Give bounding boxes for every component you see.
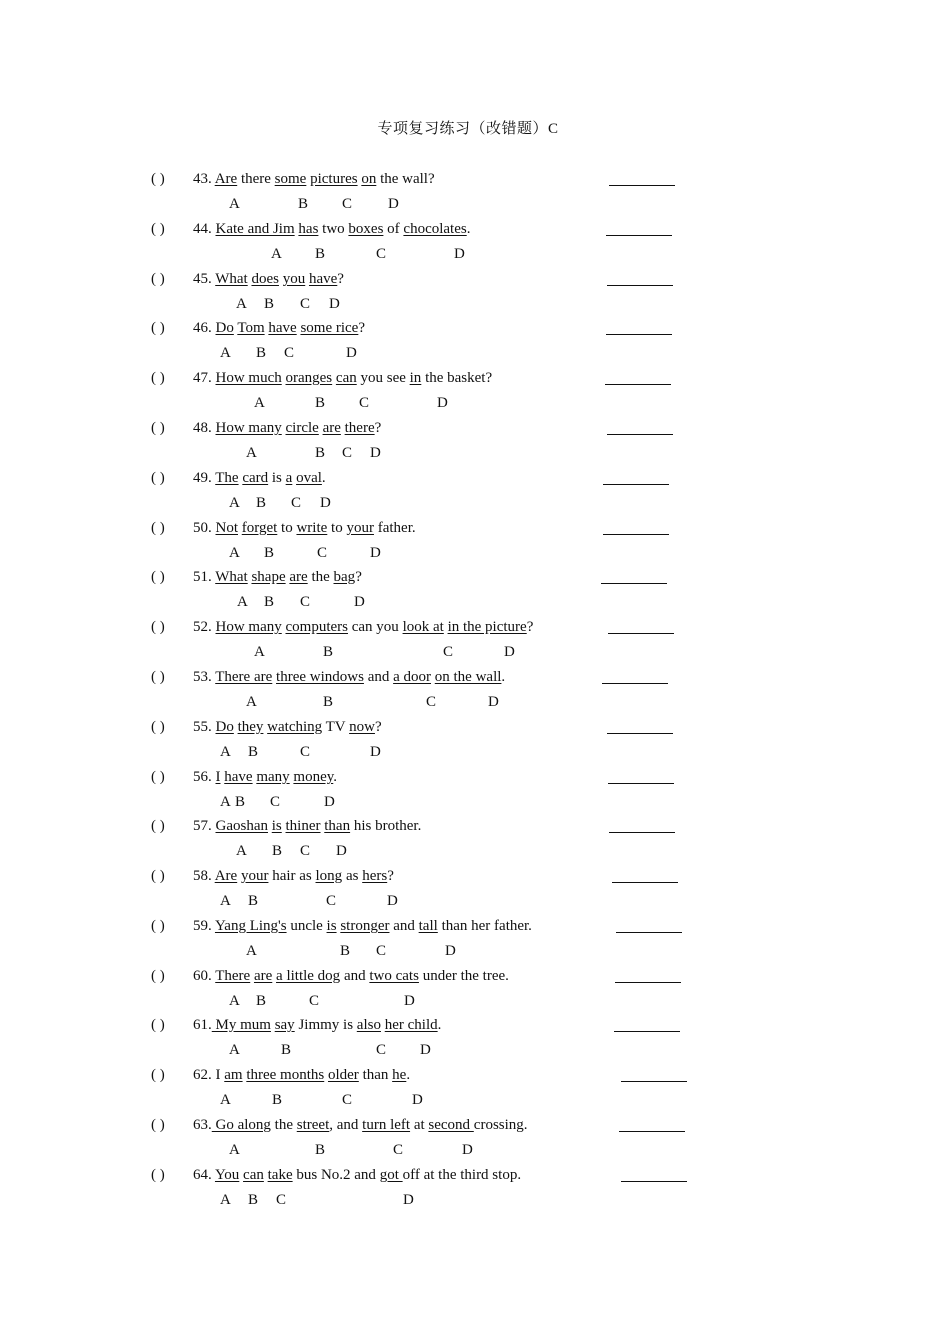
answer-parentheses[interactable]: ( ) [151,271,165,287]
text-segment: 57. [193,818,216,834]
underlined-segment: second [428,1117,474,1133]
option-label: D [387,893,398,909]
underlined-segment: in the picture [447,619,527,635]
underlined-segment: can [335,370,357,386]
underlined-segment: than [324,818,351,834]
text-segment: . [406,1067,411,1083]
underlined-segment: three windows [276,669,364,685]
question-line [151,1066,410,1084]
text-segment: the [270,1117,297,1133]
underlined-segment: is [271,818,282,834]
underlined-segment: card [242,470,269,486]
question-line [151,369,492,387]
option-label: B [256,993,267,1009]
underlined-segment: say [274,1017,295,1033]
underlined-segment: your [346,520,374,536]
question-line [151,270,344,288]
answer-parentheses[interactable]: ( ) [151,1117,165,1133]
option-label: C [300,296,311,312]
underlined-segment: you [282,271,306,287]
text-segment: 49. [193,470,216,486]
answer-parentheses[interactable]: ( ) [151,769,165,785]
correction-blank[interactable] [601,583,667,584]
option-label: C [359,395,370,411]
underlined-segment: on the wall [434,669,502,685]
page-title: 专项复习练习（改错题）C [377,121,559,137]
text-segment: there [237,171,275,187]
text-segment: ? [526,619,534,635]
underlined-segment: have [268,320,297,336]
option-label: B [248,893,259,909]
question-line [151,1116,528,1134]
option-label: D [420,1042,431,1058]
option-label: D [488,694,499,710]
option-label: D [370,545,381,561]
text-segment: father. [373,520,416,536]
text-segment: uncle [286,918,327,934]
underlined-segment: watching [267,719,323,735]
underlined-segment: Yang Ling's [214,918,287,934]
answer-parentheses[interactable]: ( ) [151,520,165,536]
option-label: B [323,644,334,660]
option-label: D [370,445,381,461]
answer-parentheses[interactable]: ( ) [151,171,165,187]
option-label: C [326,893,337,909]
text-segment: 55. [193,719,216,735]
underlined-segment: are [289,569,308,585]
underlined-segment: How many [215,420,282,436]
underlined-segment: bag [333,569,356,585]
option-label: D [346,345,357,361]
option-label: D [504,644,515,660]
option-label: B [248,744,259,760]
option-label: D [320,495,331,511]
option-label: B [315,246,326,262]
underlined-segment: many [256,769,290,785]
underlined-segment: My mum [211,1017,271,1033]
correction-blank[interactable] [606,334,672,335]
underlined-segment: tall [418,918,438,934]
underlined-segment: have [224,769,253,785]
text-segment: . [466,221,471,237]
text-segment: . [333,769,338,785]
option-label: D [403,1192,414,1208]
question-line [151,1166,521,1184]
underlined-segment: money [293,769,334,785]
option-label: D [336,843,347,859]
text-segment: than [358,1067,393,1083]
option-label: D [354,594,365,610]
option-label: B [323,694,334,710]
underlined-segment: Go along [211,1117,271,1133]
underlined-segment: look at [402,619,444,635]
underlined-segment: Not [215,520,238,536]
underlined-segment: there [344,420,375,436]
underlined-segment: street [296,1117,330,1133]
text-segment: hair as [268,868,316,884]
option-label: C [443,644,454,660]
text-segment: of [383,221,404,237]
correction-blank[interactable] [619,1131,685,1132]
underlined-segment: I [215,769,221,785]
text-segment: 58. [193,868,215,884]
option-label: B [264,545,275,561]
underlined-segment: a little dog [276,968,341,984]
correction-blank[interactable] [606,235,672,236]
option-label: C [342,445,353,461]
option-label: C [342,1092,353,1108]
text-segment: 48. [193,420,216,436]
underlined-segment: chocolates [403,221,467,237]
text-segment: 46. [193,320,216,336]
text-segment: . [321,470,326,486]
option-label: D [329,296,340,312]
text-segment: under the tree. [418,968,509,984]
text-segment: 62. I [193,1067,225,1083]
option-label: D [370,744,381,760]
question-line [151,469,326,487]
underlined-segment: There [215,968,251,984]
option-label: B [235,794,246,810]
answer-parentheses[interactable]: ( ) [151,1067,165,1083]
text-segment: ? [337,271,344,287]
option-label: A [271,246,282,262]
underlined-segment: write [296,520,328,536]
underlined-segment: in [409,370,422,386]
option-label: C [426,694,437,710]
underlined-segment: How many [215,619,282,635]
underlined-segment: some [274,171,307,187]
option-label: A [229,545,240,561]
question-line [151,917,532,935]
correction-blank[interactable] [608,783,674,784]
text-segment: bus No.2 and [292,1167,380,1183]
text-segment: and [363,669,394,685]
underlined-segment: Are [214,171,238,187]
option-label: A [229,1142,240,1158]
underlined-segment: Do [215,320,234,336]
underlined-segment: How much [215,370,282,386]
underlined-segment: got [379,1167,403,1183]
underlined-segment: thiner [285,818,321,834]
text-segment: ? [355,569,362,585]
text-segment: 43. [193,171,215,187]
text-segment: ? [387,868,394,884]
option-label: C [300,594,311,610]
text-segment: the [307,569,334,585]
option-label: A [229,495,240,511]
underlined-segment: oval [296,470,322,486]
underlined-segment: her child [384,1017,438,1033]
answer-parentheses[interactable]: ( ) [151,868,165,884]
option-label: A [237,594,248,610]
question-line [151,319,365,337]
option-label: C [376,1042,387,1058]
question-line [151,668,505,686]
text-segment: and [340,968,370,984]
option-label: C [342,196,353,212]
underlined-segment: turn left [362,1117,411,1133]
text-segment: 52. [193,619,216,635]
text-segment: 44. [193,221,216,237]
option-label: A [254,395,265,411]
option-label: A [220,345,231,361]
option-label: B [315,395,326,411]
underlined-segment: have [308,271,338,287]
option-label: C [291,495,302,511]
underlined-segment: also [356,1017,381,1033]
correction-blank[interactable] [603,484,669,485]
text-segment: as [342,868,363,884]
question-line [151,867,394,885]
option-label: B [256,495,267,511]
option-label: D [404,993,415,1009]
text-segment: at [410,1117,429,1133]
underlined-segment: long [315,868,343,884]
underlined-segment: your [240,868,269,884]
question-line [151,618,533,636]
option-label: C [376,246,387,262]
option-label: B [256,345,267,361]
underlined-segment: older [327,1067,359,1083]
text-segment: to [277,520,297,536]
question-line [151,1016,441,1034]
option-label: A [220,794,231,810]
answer-parentheses[interactable]: ( ) [151,470,165,486]
underlined-segment: boxes [348,221,384,237]
option-label: A [220,1192,231,1208]
option-label: A [236,843,247,859]
text-segment: you see [356,370,410,386]
option-label: D [437,395,448,411]
correction-blank[interactable] [621,1181,687,1182]
underlined-segment: What [215,271,248,287]
option-label: A [229,1042,240,1058]
option-label: B [272,843,283,859]
underlined-segment: they [237,719,264,735]
question-line [151,718,382,736]
correction-blank[interactable] [607,733,673,734]
underlined-segment: can [243,1167,264,1183]
underlined-segment: Gaoshan [215,818,268,834]
answer-parentheses[interactable]: ( ) [151,818,165,834]
option-label: A [220,744,231,760]
underlined-segment: hers [362,868,388,884]
option-label: B [340,943,351,959]
text-segment: ? [374,420,382,436]
question-line [151,817,421,835]
option-label: B [298,196,309,212]
correction-blank[interactable] [607,285,673,286]
option-label: B [264,296,275,312]
correction-blank[interactable] [616,932,682,933]
underlined-segment: am [224,1067,243,1083]
underlined-segment: stronger [340,918,390,934]
option-label: C [276,1192,287,1208]
underlined-segment: now [349,719,375,735]
text-segment: his brother. [350,818,422,834]
underlined-segment: a [285,470,293,486]
correction-blank[interactable] [612,882,678,883]
text-segment: 60. [193,968,216,984]
text-segment: 61. [193,1017,212,1033]
option-label: B [264,594,275,610]
correction-blank[interactable] [603,534,669,535]
option-label: A [229,196,240,212]
correction-blank[interactable] [621,1081,687,1082]
text-segment: and [389,918,419,934]
correction-blank[interactable] [608,633,674,634]
option-label: D [388,196,399,212]
option-label: A [236,296,247,312]
underlined-segment: pictures [310,171,358,187]
correction-blank[interactable] [609,185,675,186]
text-segment: 53. [193,669,216,685]
text-segment: . [437,1017,442,1033]
underlined-segment: are [253,968,273,984]
answer-parentheses[interactable]: ( ) [151,1017,165,1033]
option-label: C [309,993,320,1009]
option-label: D [445,943,456,959]
option-label: A [220,893,231,909]
option-label: B [281,1042,292,1058]
underlined-segment: some rice [300,320,359,336]
text-segment: Jimmy is [294,1017,357,1033]
option-label: C [393,1142,404,1158]
question-line [151,519,416,537]
option-label: D [462,1142,473,1158]
text-segment: 50. [193,520,216,536]
text-segment: 59. [193,918,215,934]
answer-parentheses[interactable]: ( ) [151,719,165,735]
text-segment: the wall? [376,171,435,187]
underlined-segment: on [361,171,377,187]
text-segment: 56. [193,769,216,785]
option-label: A [229,993,240,1009]
answer-parentheses[interactable]: ( ) [151,1167,165,1183]
option-label: A [220,1092,231,1108]
text-segment: 47. [193,370,216,386]
text-segment: crossing. [473,1117,528,1133]
text-segment: off at the third stop. [402,1167,522,1183]
question-line [151,768,337,786]
option-label: C [376,943,387,959]
answer-parentheses[interactable]: ( ) [151,320,165,336]
underlined-segment: Kate and Jim [215,221,295,237]
correction-blank[interactable] [605,384,671,385]
correction-blank[interactable] [609,832,675,833]
text-segment: TV [322,719,350,735]
text-segment: ? [358,320,366,336]
text-segment: ? [374,719,382,735]
option-label: A [246,445,257,461]
option-label: B [272,1092,283,1108]
underlined-segment: oranges [285,370,333,386]
text-segment: is [268,470,286,486]
text-segment: . [501,669,506,685]
text-segment: can you [347,619,403,635]
text-segment: 51. [193,569,216,585]
answer-parentheses[interactable]: ( ) [151,420,165,436]
underlined-segment: three months [246,1067,325,1083]
option-label: D [454,246,465,262]
question-line [151,419,381,437]
option-label: B [248,1192,259,1208]
underlined-segment: There are [215,669,273,685]
underlined-segment: take [267,1167,293,1183]
underlined-segment: he [392,1067,407,1083]
text-segment: the basket? [421,370,493,386]
underlined-segment: Tom [237,320,265,336]
underlined-segment: forget [241,520,278,536]
text-segment: 64. [193,1167,215,1183]
underlined-segment: Do [215,719,234,735]
question-line [151,967,509,985]
underlined-segment: shape [251,569,286,585]
text-segment: two [318,221,349,237]
answer-parentheses[interactable]: ( ) [151,221,165,237]
option-label: D [412,1092,423,1108]
underlined-segment: computers [285,619,348,635]
underlined-segment: The [215,470,239,486]
text-segment: 63. [193,1117,212,1133]
option-label: D [324,794,335,810]
answer-parentheses[interactable]: ( ) [151,619,165,635]
underlined-segment: has [298,221,319,237]
answer-parentheses[interactable]: ( ) [151,918,165,934]
underlined-segment: What [215,569,248,585]
underlined-segment: You [214,1167,240,1183]
option-label: C [270,794,281,810]
underlined-segment: Are [214,868,238,884]
underlined-segment: is [326,918,337,934]
answer-parentheses[interactable]: ( ) [151,968,165,984]
option-label: C [300,843,311,859]
text-segment: 45. [193,271,216,287]
option-label: A [254,644,265,660]
underlined-segment: are [322,420,341,436]
option-label: B [315,445,326,461]
text-segment: than her father. [437,918,532,934]
option-label: A [246,943,257,959]
correction-blank[interactable] [607,434,673,435]
underlined-segment: does [251,271,279,287]
question-line [151,170,435,188]
answer-parentheses[interactable]: ( ) [151,569,165,585]
option-label: C [317,545,328,561]
option-label: C [284,345,295,361]
answer-parentheses[interactable]: ( ) [151,370,165,386]
correction-blank[interactable] [602,683,668,684]
option-label: C [300,744,311,760]
question-line [151,568,362,586]
correction-blank[interactable] [615,982,681,983]
question-line [151,220,470,238]
correction-blank[interactable] [614,1031,680,1032]
text-segment: to [327,520,347,536]
text-segment: , and [329,1117,363,1133]
underlined-segment: a door [393,669,432,685]
option-label: B [315,1142,326,1158]
underlined-segment: two cats [369,968,419,984]
answer-parentheses[interactable]: ( ) [151,669,165,685]
option-label: A [246,694,257,710]
underlined-segment: circle [285,420,319,436]
